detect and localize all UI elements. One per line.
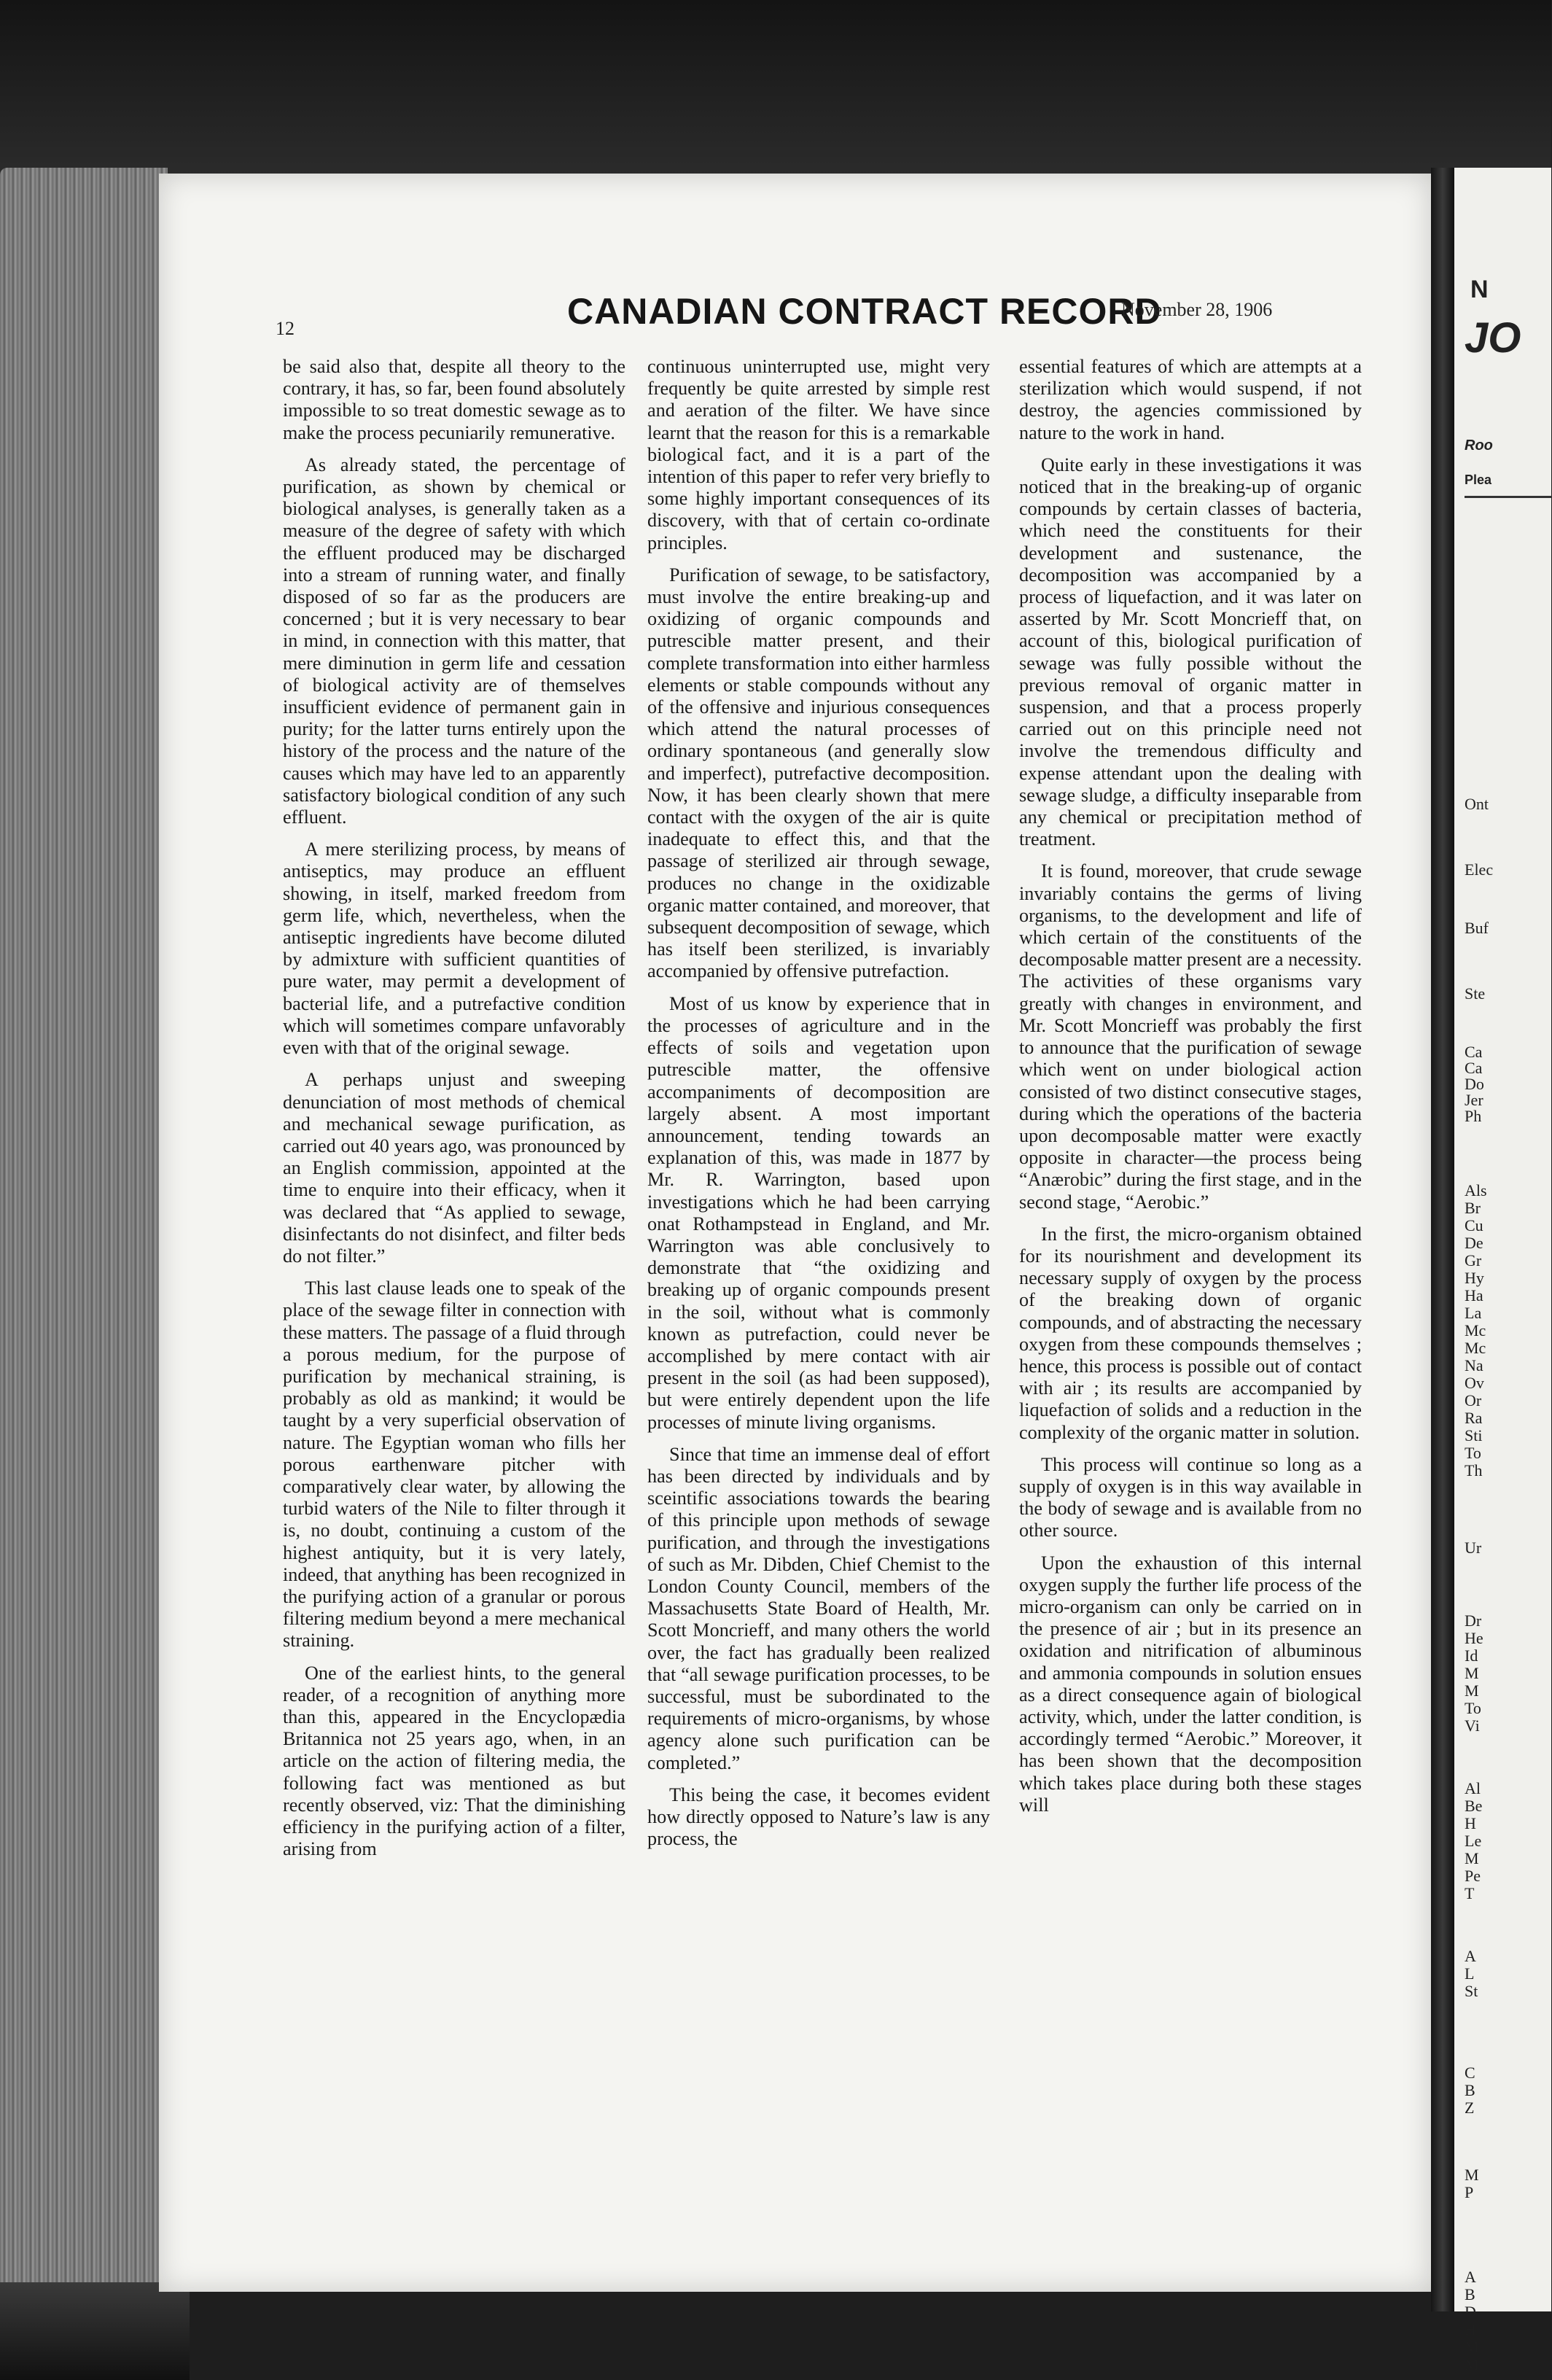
article-paragraph: Upon the exhaustion of this internal oxygen supply the further life process of the micro-organism can only be carried on in the presence of air ; but in its presence an oxidation and nitrification of albuminous and ammonia compounds in solution ensues as a direct consequence again of biological activity, which, under the latter condition, is accordingly termed “Aerobic.” Moreover, it has been shown that the decomposition which takes place during both these stages will — [1019, 1552, 1362, 1816]
article-paragraph: continuous uninterrupted use, might very frequently be quite arrested by simple rest and aeration of the filter. We have since learnt that the reason for this is a remarkable biological fact, and it is a part of the intention of this paper to refer very briefly to some highly important consequences of its discovery, with that of certain co-ordinate principles. — [647, 356, 990, 553]
article-paragraph: One of the earliest hints, to the general reader, of a recognition of anything more than this, appeared in the Encyclopædia Britannica not 25 years ago, when, in an article on the action of filtering media, the following fact was mentioned as but recently observed, viz: That the diminishing efficiency in the purifying action of a filter, arising from — [283, 1662, 625, 1860]
facing-page-list-item: M — [1465, 1849, 1479, 1867]
facing-page-list-item: La — [1465, 1304, 1482, 1322]
facing-page-list-item: B — [1465, 2285, 1475, 2303]
facing-page-list-item: Na — [1465, 1356, 1483, 1374]
facing-page-list-item: Be — [1465, 1797, 1483, 1815]
facing-page-list-item: M — [1465, 1681, 1479, 1700]
article-paragraph: A mere sterilizing process, by means of antiseptics, may produce an effluent showing, in itself, marked freedom from germ life, which, nevertheless, when the antiseptic ingredients have become diluted by admixture with sufficient quantities of pure water, may permit a development of bacterial life, and a putrefactive condition which will sometimes compare unfavorably even with that of the original sewage. — [283, 839, 625, 1059]
article-paragraph: This process will continue so long as a supply of oxygen is in this way available in the body of sewage and is available from no other source. — [1019, 1453, 1362, 1541]
article-paragraph: A perhaps unjust and sweeping denunciation of most methods of chemical and mechanical sewage purification, as carried out 40 years ago, was pronounced by an English commission, appointed at the time to enquire into their efficacy, when it was declared that “As applied to sewage, disinfectants do not disinfect, and filter beds do not filter.” — [283, 1069, 625, 1267]
facing-page-list-item: Le — [1465, 1832, 1482, 1850]
facing-page-list-item: M — [1465, 2166, 1479, 2184]
facing-page-list-item: Al — [1465, 1779, 1481, 1797]
issue-date: November 28, 1906 — [1121, 299, 1273, 320]
facing-page-list-item: Z — [1465, 2099, 1475, 2117]
facing-page-list-item: Ste — [1465, 984, 1486, 1003]
facing-page-list-item: Ov — [1465, 1374, 1484, 1392]
facing-page-list-item: B — [1465, 2081, 1475, 2099]
facing-page-list-item: He — [1465, 1629, 1483, 1647]
facing-page-list-item: Id — [1465, 1646, 1478, 1665]
article-column-2 — [647, 356, 990, 2281]
book-page-edges — [0, 168, 168, 2304]
book-gutter — [1431, 168, 1454, 2311]
facing-page-list-item: T — [1465, 1884, 1475, 1902]
page-number: 12 — [276, 318, 295, 339]
facing-page-list-item: Hy — [1465, 1269, 1484, 1287]
article-paragraph: It is found, moreover, that crude sewage invariably contains the germs of living organisms, to the development and life of which certain of the constituents of the decomposable matter present are a necessity. The activities of these organisms vary greatly with changes in environment, and Mr. Scott Moncrieff was probably the first to announce that the purification of sewage which went on under biological action consisted of two distinct consecutive stages, during which the operations of the bacteria upon decomposable matter were exactly opposite in character—the process being “Anærobic” during the first stage, and in the second stage, “Aerobic.” — [1019, 860, 1362, 1213]
facing-page-list-item: Gr — [1465, 1251, 1482, 1269]
facing-page-list-item: Buf — [1465, 919, 1489, 937]
background-dark-top — [0, 0, 1551, 175]
article-paragraph: essential features of which are attempts at a sterilization which would suspend, if not destroy, the agencies commissioned by nature to the work in hand. — [1019, 356, 1362, 443]
facing-page-list-item: M — [1465, 2338, 1479, 2356]
facing-page-list-item: Br — [1465, 1199, 1481, 1217]
facing-page-list-item: M — [1465, 2355, 1479, 2373]
facing-page-list-item: Ph — [1465, 1107, 1482, 1125]
facing-page-rule — [1465, 496, 1552, 498]
facing-page-list-item: Ont — [1465, 795, 1489, 813]
facing-page-list-item: Vi — [1465, 1716, 1480, 1735]
facing-page-list-item: Cu — [1465, 1216, 1483, 1234]
facing-page-list-item: Th — [1465, 1461, 1483, 1479]
article-paragraph: This last clause leads one to speak of the place of the sewage filter in connection with these matters. The passage of a fluid through a porous medium, for the purpose of purification by mechanical straining, is probably as old as mankind; it would be taught by a very superficial observation of nature. The Egyptian woman who fills her porous earthenware pitcher with comparatively clear water, by allowing the turbid waters of the Nile to filter through it is, no doubt, continuing a custom of the highest antiquity, but it is very lately, indeed, that anything has been recognized in the purifying action of a granular or porous filtering medium beyond a mere mechanical straining. — [283, 1278, 625, 1652]
facing-page-list-item: L — [1465, 1964, 1475, 1983]
facing-page-small-fragment-1: Roo — [1465, 438, 1493, 454]
facing-page-list-item: Ca — [1465, 1043, 1483, 1061]
article-paragraph: Most of us know by experience that in the processes of agriculture and in the effects of soils and vegetation upon putrescible matter, the offensive accompaniments of decomposition are largely absent. A most important announcement, tending towards an explanation of this, was made in 1877 by Mr. R. Warrington, based upon investigations which he had been carrying onat Rothampstead in England, and Mr. Warrington was able conclusively to demonstrate that “the oxidizing and breaking up of organic compounds present in the soil, without what is commonly known as putrefaction, could never be accomplished by mere contact with air present in the soil (as had been supposed), but were entirely dependent upon the life processes of minute living organisms. — [647, 992, 990, 1433]
facing-page-list-item: Ur — [1465, 1539, 1482, 1557]
facing-page-list-item: A — [1465, 2268, 1476, 2286]
facing-page-title-fragment: JO — [1465, 314, 1521, 362]
facing-page-list-item: Jer — [1465, 1091, 1483, 1109]
page-header — [276, 290, 1413, 356]
article-paragraph: Purification of sewage, to be satisfactory, must involve the entire breaking-up and oxidizing of organic compounds and putrescible matter present, and their complete transformation into either harmless elements or stable compounds without any of the offensive and injurious consequences which attend the natural processes of ordinary spontaneous (and generally slow and imperfect), putrefactive decomposition. Now, it has been clearly shown that mere contact with the oxygen of the air is quite inadequate to effect this, and that the passage of sterilized air through sewage, produces no change in the oxidizable organic matter contained, and moreover, that subsequent decomposition of sewage, which has itself been sterilized, is invariably accompanied by offensive putrefaction. — [647, 564, 990, 982]
facing-page-list-item: C — [1465, 2064, 1475, 2082]
facing-page-header-fragment: N — [1470, 276, 1489, 303]
facing-page-list-item: Ha — [1465, 1286, 1483, 1304]
facing-page-list-item: To — [1465, 1699, 1481, 1717]
facing-page-list-item: Dr — [1465, 1611, 1482, 1630]
facing-page-list-item: Mc — [1465, 1339, 1486, 1357]
facing-page-list-item: A — [1465, 1947, 1476, 1965]
facing-page-list-item: Pe — [1465, 1867, 1481, 1885]
facing-page-list-item: Mc — [1465, 1321, 1486, 1339]
facing-page-list-item: H — [1465, 1814, 1476, 1832]
facing-page-list-item: M — [1465, 1664, 1479, 1682]
facing-page-list-item: Als — [1465, 1181, 1487, 1199]
facing-page-fragment — [1454, 168, 1551, 2373]
facing-page-small-fragment-2: Plea — [1465, 472, 1492, 487]
article-paragraph: In the first, the micro-organism obtained for its nourishment and development its necessary supply of oxygen by the process of the breaking down of organic compounds, and of abstracting the necessary oxygen from these compounds themselves ; hence, this process is possible out of contact with air ; its results are accompanied by liquefaction of solids and a reduction in the complexity of the organic matter in solution. — [1019, 1223, 1362, 1443]
article-column-3 — [1019, 356, 1362, 2281]
facing-page-list-item: To — [1465, 1444, 1481, 1462]
facing-page-list-item: Or — [1465, 1391, 1482, 1409]
facing-page-list-item: St — [1465, 1982, 1478, 2000]
newspaper-title: CANADIAN CONTRACT RECORD — [567, 291, 1162, 332]
facing-page-list-item: Elec — [1465, 860, 1494, 879]
facing-page-list-item: H — [1465, 2320, 1476, 2338]
facing-page-list-item: Ca — [1465, 1059, 1483, 1077]
article-paragraph: Since that time an immense deal of effort has been directed by individuals and by sceintific associations towards the bearing of this principle upon methods of sewage purification, and through the investigations of such as Mr. Dibden, Chief Chemist to the London County Council, members of the Massachusetts State Board of Health, Mr. Scott Moncrieff, and many others the world over, the fact has gradually been realized that “all sewage purification processes, to be successful, must be subordinated to the requirements of micro-organisms, by whose agency alone such purification can be completed.” — [647, 1443, 990, 1773]
facing-page-list-item: Ra — [1465, 1409, 1483, 1427]
book-bottom-shadow — [0, 2282, 190, 2380]
article-paragraph: Quite early in these investigations it was noticed that in the breaking-up of organic compounds by certain classes of bacteria, which need the constituents for their development and sustenance, the decomposition was accompanied by a process of liquefaction, and it was later on asserted by Mr. Scott Moncrieff that, on account of this, biological purification of sewage was fully possible without the previous removal of organic matter in suspension, and that a process properly carried out on this principle need not involve the tremendous difficulty and expense attendant upon the dealing with sewage sludge, a difficulty inseparable from any chemical or precipitation method of treatment. — [1019, 454, 1362, 850]
article-paragraph: This being the case, it becomes evident how directly opposed to Nature’s law is any process, the — [647, 1784, 990, 1850]
facing-page-list-item: Sti — [1465, 1426, 1483, 1444]
newspaper-page — [159, 174, 1431, 2292]
facing-page-list-item: Do — [1465, 1075, 1484, 1093]
article-paragraph: be said also that, despite all theory to the contrary, it has, so far, been found absolutely impossible to so treat domestic sewage as to make the process pecuniarily remunerative. — [283, 356, 625, 443]
facing-page-list-item: P — [1465, 2183, 1474, 2201]
facing-page-list-item: D — [1465, 2303, 1476, 2321]
article-paragraph: As already stated, the percentage of purification, as shown by chemical or biological analyses, is generally taken as a measure of the degree of safety with which the effluent produced may be discharged into a stream of running water, and finally disposed of so far as the producers are concerned ; but it is very necessary to bear in mind, in connection with this matter, that mere diminution in germ life and cessation of biological activity are of themselves insufficient evidence of permanent gain in purity; for the latter turns entirely upon the history of the process and the nature of the causes which may have led to an apparently satisfactory biological condition of any such effluent. — [283, 454, 625, 828]
article-column-1 — [283, 356, 625, 2281]
article-columns — [283, 356, 1376, 2281]
facing-page-list-item: De — [1465, 1234, 1483, 1252]
